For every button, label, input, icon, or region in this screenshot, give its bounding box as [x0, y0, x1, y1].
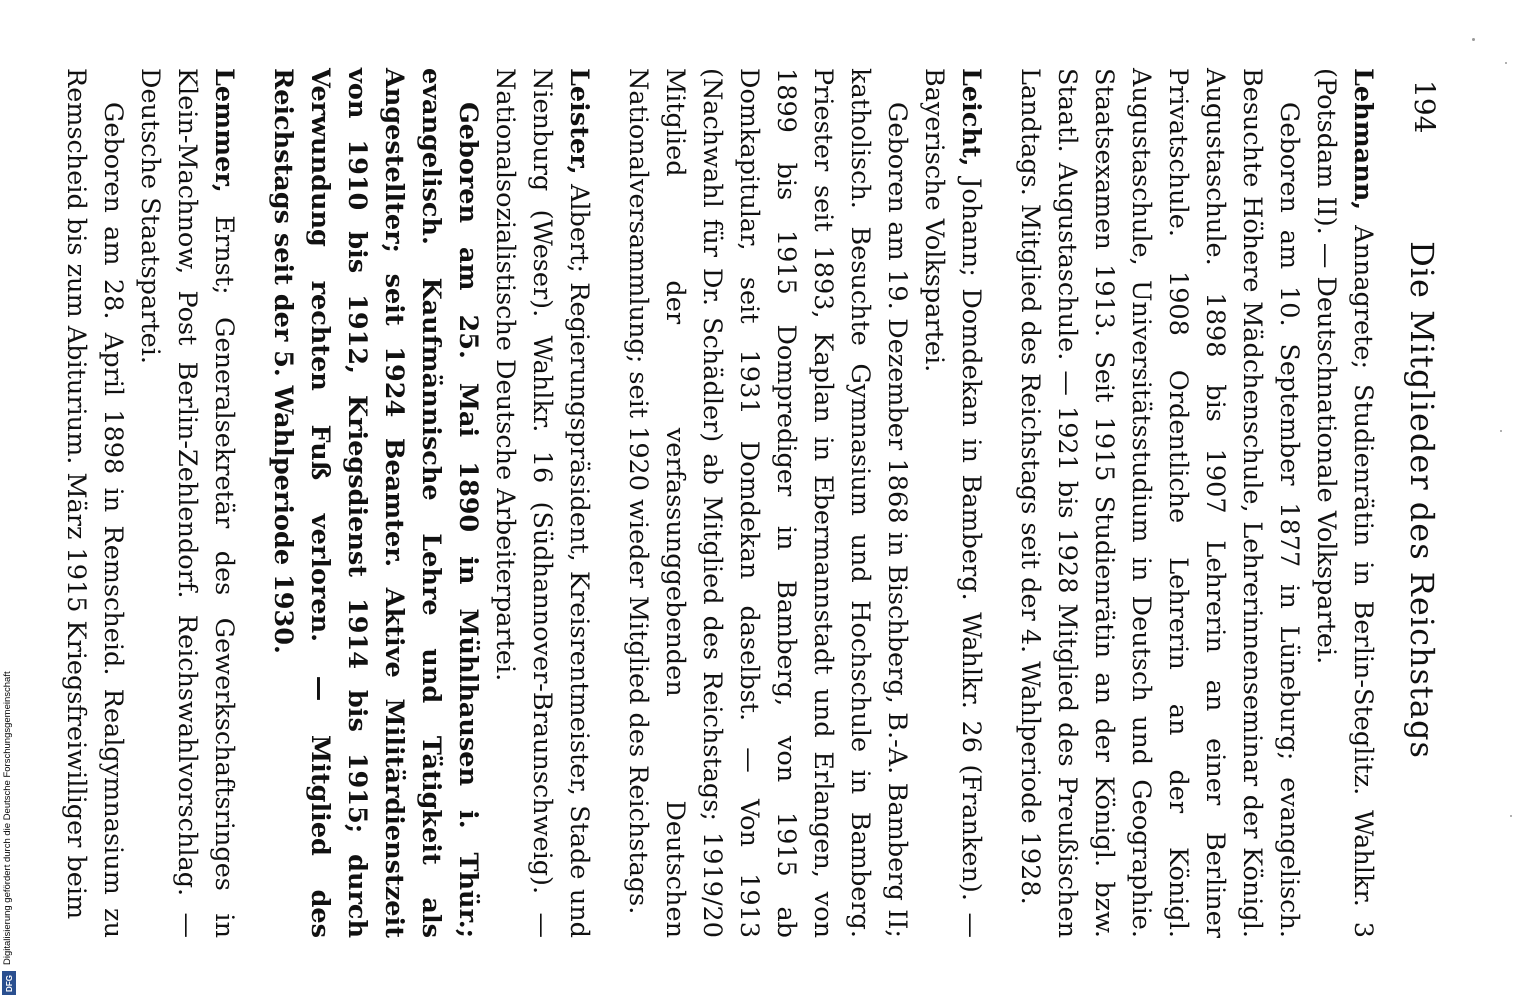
member-name: Leister, — [564, 68, 594, 175]
member-biography: Geboren am 25. Mai 1890 in Mühlhausen i. Thür.; evangelisch. Kaufmännische Lehre und Tätigkeit als Angestellter; seit 1924 Beamter. Aktive Militärdienstzeit von 1910 bis 1912, Kriegsdienst 1914 bis 1915; durch Verwundung rechten Fuß verloren. — Mitglied des Reichstags seit der 5. Wahlperiode 1930. — [268, 68, 483, 938]
member-lead: Johann; Domdekan in Bamberg. Wahlkr. 26 (Franken). — Bayerische Volkspartei. — [919, 68, 986, 938]
member-biography: Geboren am 10. September 1877 in Lüneburg; evangelisch. Besuchte Höhere Mädchenschule, Lehrerinnenseminar der Königl. Augustaschule. 1898 bis 1907 Lehrerin an einer Berliner Privatschule. 1908 Ordentliche Lehrerin an der Königl. Augustaschule, Universitätsstudium in Deutsch und Geographie. Staatsexamen 1913. Seit 1915 Studienrätin an der Königl. bzw. Staatl. Augustaschule. — 1921 bis 1928 Mitglied des Preußischen Landtags. Mitglied des Reichstags seit der 4. Wahlperiode 1928. — [1015, 68, 1304, 938]
entry-heading — [915, 68, 989, 938]
scan-speck — [1472, 38, 1475, 41]
dfg-attribution-text: Digitalisierung gefördert durch die Deutsche Forschungsgemeinschaft — [2, 671, 13, 965]
scan-speck — [1500, 430, 1502, 432]
scan-speck — [1510, 815, 1512, 817]
member-lead: Annagrete; Studienrätin in Berlin-Steglitz. Wahlkr. 3 (Potsdam II). — Deutschnationale Volkspartei. — [1311, 68, 1378, 939]
dfg-logo — [2, 971, 16, 995]
member-name: Leicht, — [956, 68, 986, 167]
member-entry-lehmann — [1011, 68, 1381, 938]
member-biography: Geboren am 19. Dezember 1868 in Bischberg, B.-A. Bamberg II; katholisch. Besuchte Gymnasium und Hochschule in Bamberg. Priester seit 1893, Kaplan in Ebermannstadt und Erlangen, von 1899 bis 1915 Domprediger in Bamberg, von 1915 ab Domkapitular, seit 1931 Domdekan daselbst. — Von 1913 (Nachwahl für Dr. Schädler) ab Mitglied des Reichstags; 1919/20 Mitglied der verfassunggebenden Deutschen Nationalversammlung; seit 1920 wieder Mitglied des Reichstags. — [623, 68, 912, 938]
member-biography: Geboren am 28. April 1898 in Remscheid. Realgymnasium zu Remscheid bis zum Abiturium. März 1915 Kriegsfreiwilliger beim — [61, 68, 128, 938]
dfg-logo-label: DFG — [4, 974, 14, 992]
entry-heading — [131, 68, 242, 938]
dfg-attribution — [2, 605, 16, 995]
page-number: 194 — [1408, 80, 1441, 134]
member-name: Lemmer, — [209, 68, 239, 193]
member-entry-leister — [264, 68, 597, 938]
member-lead: Ernst; Generalsekretär des Gewerkschaftsringes in Klein-Machnow, Post Berlin-Zehlendorf. Reichswahlvorschlag. — Deutsche Staatspartei. — [135, 68, 239, 939]
entry-heading — [486, 68, 597, 938]
member-lead: Albert; Regierungspräsident, Kreisrentmeister, Stade und Nienburg (Weser). Wahlkr. 16 (Südhannover-Braunschweig). — Nationalsozialistische Deutsche Arbeiterpartei. — [490, 68, 594, 938]
entry-heading — [1307, 68, 1381, 938]
page-header — [1401, 0, 1441, 1000]
member-name: Lehmann, — [1348, 68, 1378, 211]
member-entries — [35, 68, 1381, 938]
running-title: Die Mitglieder des Reichstags — [1403, 241, 1441, 759]
member-entry-lemmer — [57, 68, 242, 938]
scan-speck — [1505, 62, 1507, 64]
member-entry-leicht — [619, 68, 989, 938]
